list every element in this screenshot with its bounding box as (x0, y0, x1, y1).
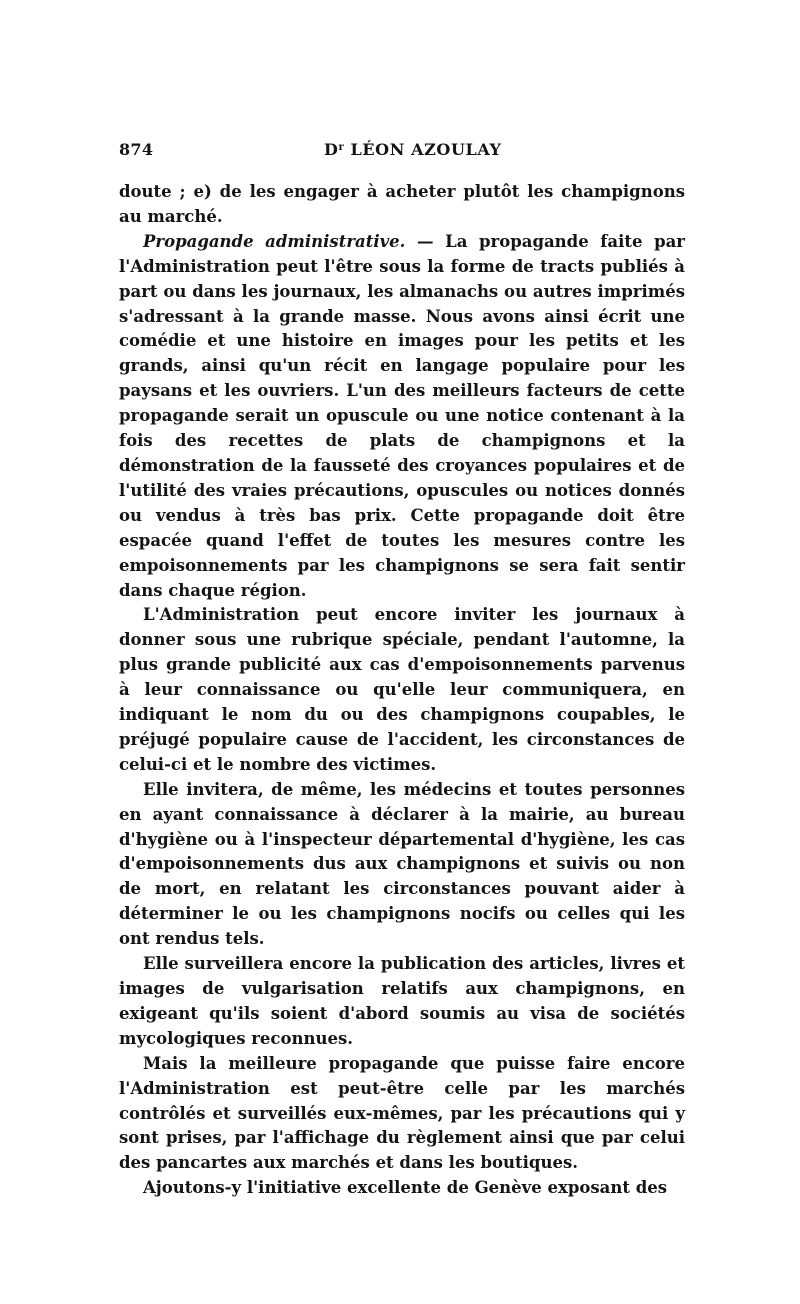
paragraph-journaux: L'Administration peut encore inviter les journaux à donner sous une rubrique spéciale, pendant l'automne, la plus grande publicité aux cas d'empoisonnements parvenus à leur connaissance ou qu'elle leur communiquera, en indiquant le nom du ou des champignons coupables, le préjugé populaire cause de l'accident, les circonstances de celui-ci et le nombre des victimes. (119, 605, 685, 774)
section-lead-title: Propagande administrative. (143, 231, 406, 251)
paragraph-publications: Elle surveillera encore la publication des articles, livres et images de vulgarisation relatifs aux champignons, en exigeant qu'ils soient d'abord soumis au visa de sociétés mycologiques reconnues. (119, 954, 685, 1048)
paragraph-text: — La propagande faite par l'Administration peut l'être sous la forme de tracts publiés à part ou dans les journaux, les almanachs ou autres imprimés s'adressant à la grande masse. Nous avons ainsi écrit une comédie et une histoire en images pour les petits et les grands, ainsi qu'un récit en langage populaire pour les paysans et les ouvriers. L'un des meilleurs facteurs de cette propagande serait un opuscule ou une notice contenant à la fois des recettes de plats de champignons et la démonstration de la fausseté des croyances populaires et de l'utilité des vraies précautions, opuscules ou notices donnés ou vendus à très bas prix. Cette propagande doit être espacée quand l'effet de toutes les mesures contre les empoisonnements par les champignons se sera fait sentir dans chaque région. (119, 231, 685, 600)
paragraph-continuation: doute ; e) de les engager à acheter plutôt les champignons au marché. (119, 182, 685, 226)
page-header (119, 140, 680, 170)
body-text (119, 180, 685, 1201)
running-head (324, 140, 502, 159)
paragraph-propagande-administrative (119, 230, 685, 604)
author-name: LÉON AZOULAY (350, 140, 502, 159)
author-prefix: D (324, 140, 339, 159)
paragraph-geneve: Ajoutons-y l'initiative excellente de Genève exposant des (143, 1178, 668, 1198)
page-number: 874 (119, 140, 154, 159)
author-prefix-superscript: r (338, 142, 345, 153)
paragraph-declaration: Elle invitera, de même, les médecins et toutes personnes en ayant connaissance à déclarer à la mairie, au bureau d'hygiène ou à l'inspecteur départemental d'hygiène, les cas d'empoisonnements dus aux champignons et suivis ou non de mort, en relatant les circonstances pouvant aider à déterminer le ou les champignons nocifs ou celles qui les ont rendus tels. (119, 779, 685, 949)
paragraph-marches: Mais la meilleure propagande que puisse faire encore l'Administration est peut-être celle par les marchés contrôlés et surveillés eux-mêmes, par les précautions qui y sont prises, par l'affichage du règlement ainsi que par celui des pancartes aux marchés et dans les boutiques. (119, 1053, 685, 1173)
